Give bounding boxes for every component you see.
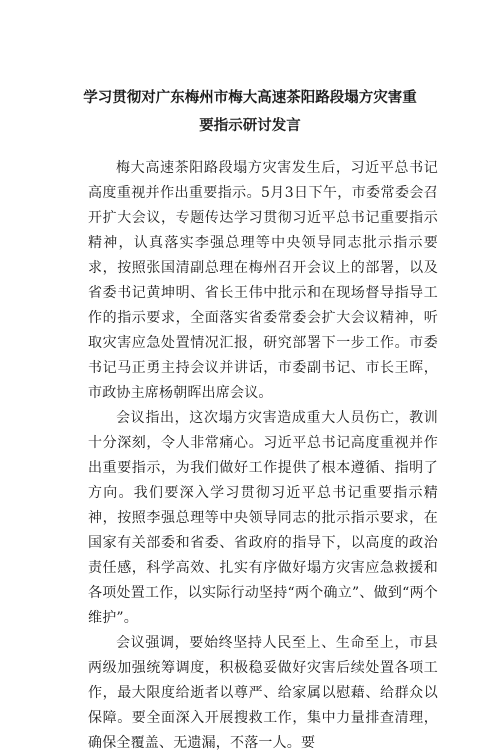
document-title-line-2: 要指示研讨发言 bbox=[199, 118, 301, 134]
document-body bbox=[88, 156, 438, 756]
paragraph-2: 会议指出，这次塌方灾害造成重大人员伤亡，教训十分深刻，令人非常痛心。习近平总书记高度重视并作出重要指示，为我们做好工作提供了根本遵循、指明了方向。我们要深入学习贯彻习近平总书记重要指示精神，按照李强总理等中央领导同志的批示指示要求，在国家有关部委和省委、省政府的指导下，以高度的政治责任感，科学高效、扎实有序做好塌方灾害应急救援和各项处置工作，以实际行动坚持“两个确立”、做到“两个维护”。 bbox=[88, 410, 438, 626]
document-title-line-1: 学习贯彻对广东梅州市梅大高速茶阳路段塌方灾害重 bbox=[83, 90, 417, 106]
paragraph-3: 会议强调，要始终坚持人民至上、生命至上，市县两级加强统筹调度，积极稳妥做好灾害后续处置各项工作，最大限度给逝者以尊严、给家属以慰藉、给群众以保障。要全面深入开展搜救工作，集中力量排查清理，确保全覆盖、无遗漏，不落一人。要 bbox=[88, 635, 438, 751]
paragraph-1: 梅大高速茶阳路段塌方灾害发生后，习近平总书记高度重视并作出重要指示。5月3日下午，市委常委会召开扩大会议，专题传达学习贯彻习近平总书记重要指示精神，认真落实李强总理等中央领导同志批示指示要求，按照张国清副总理在梅州召开会议上的部署，以及省委书记黄坤明、省长王伟中批示和在现场督导指导工作的指示要求，全面落实省委常委会扩大会议精神，听取灾害应急处置情况汇报，研究部署下一步工作。市委书记马正勇主持会议并讲话，市委副书记、市长王晖，市政协主席杨朝晖出席会议。 bbox=[88, 160, 438, 401]
